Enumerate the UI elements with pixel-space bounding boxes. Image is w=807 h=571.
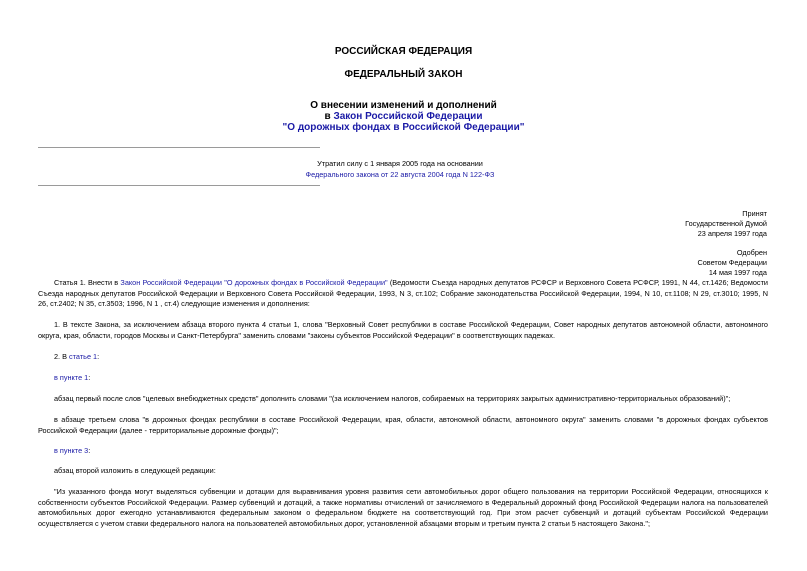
clause-3-paragraph xyxy=(54,446,90,455)
approved-by: Советом Федерации xyxy=(697,258,767,267)
paragraph-second-intro: абзац второй изложить в следующей редакции: xyxy=(54,466,216,475)
adoption-block xyxy=(685,209,767,239)
article-1-law-link[interactable]: Закон Российской Федерации xyxy=(120,278,222,287)
divider-top xyxy=(38,147,320,148)
accepted-by: Государственной Думой xyxy=(685,219,767,228)
clause-1-suffix: : xyxy=(88,373,91,382)
law-title-link[interactable]: "О дорожных фондах в Российской Федерации" xyxy=(282,122,525,133)
approval-block xyxy=(697,248,767,278)
approved-date: 14 мая 1997 года xyxy=(708,268,767,277)
article-1-prefix: Статья 1. Внести в xyxy=(54,278,121,287)
clause-3-suffix: : xyxy=(88,446,91,455)
law-link[interactable]: Закон Российской Федерации xyxy=(333,111,483,122)
article-1-link[interactable]: статье 1 xyxy=(69,352,98,361)
item-2-prefix: 2. В xyxy=(54,352,70,361)
title-prefix: в xyxy=(324,111,334,122)
divider-bottom xyxy=(38,185,320,186)
article-1-paragraph xyxy=(38,278,768,310)
article-1-law-title-link[interactable]: "О дорожных фондах в Российской Федерации" xyxy=(224,278,388,287)
title-line-1: О внесении изменений и дополнений xyxy=(310,100,497,111)
item-2-suffix: : xyxy=(97,352,100,361)
clause-1-link[interactable]: пункте 1 xyxy=(59,373,89,382)
doc-type-heading: ФЕДЕРАЛЬНЫЙ ЗАКОН xyxy=(344,69,463,80)
clause-1-paragraph xyxy=(54,373,90,382)
new-wording-paragraph: "Из указанного фонда могут выделяться субвенции и дотации для выравнивания уровня развития сети автомобильных дорог общего пользования на территории Российской Федерации, относящихся к собственности субъектов Российской Федерации. Размер субвенций и дотаций, а также нормативы отчислений от зачисляемого в Федеральный дорожный фонд Российской Федерации налога на пользователей автомобильных дорог ежегодно устанавливаются федеральным законом о федеральном бюджете на соответствующий год. При этом расчет субвенций и дотаций субъектам Российской Федерации осуществляется с учетом ставки федерального налога на пользователей автомобильных дорог, установленной абзацами вторым и третьим пункта 2 статьи 5 настоящего Закона."; xyxy=(38,487,768,528)
clause-1-prefix[interactable]: в xyxy=(54,373,60,382)
article-1-rest: (Ведомости Съезда народных депутатов РСФСР и Верховного Совета РСФСР, 1991, N 44, ст.1426; Ведомости Съезда народных депутатов Российской Федерации и Верховного Совета Российской Федерации, 1993, N 3, ст.102; Собрание законодательства Российской Федерации, 1994, N 10, ст.1108; N 29, ст.3010; 1995, N 26, ст.2402; N 35, ст.3503; 1996, N 1 , ст.4) следующие изменения и дополнения: xyxy=(38,278,768,308)
country-heading: РОССИЙСКАЯ ФЕДЕРАЦИЯ xyxy=(334,46,473,57)
paragraph-first-amendment: абзац первый после слов "целевых внебюджетных средств" дополнить словами "(за исключением налогов, собираемых на территориях закрытых административно-территориальных образований)"; xyxy=(54,394,731,403)
title-line-2 xyxy=(0,111,807,122)
repeal-law-link[interactable]: Федерального закона от 22 августа 2004 года N 122-ФЗ xyxy=(305,170,495,179)
title-line-3 xyxy=(0,122,807,133)
item-2-paragraph xyxy=(54,352,99,361)
item-1-paragraph: 1. В тексте Закона, за исключением абзаца второго пункта 4 статьи 1, слова "Верховный Совет республики в составе Российской Федерации, Совет народных депутатов автономной области, автономного округа, края, области, городов Москвы и Санкт-Петербурга" заменить словами "законы субъектов Российской Федерации" в соответствующих падежах. xyxy=(38,320,768,340)
accepted-label: Принят xyxy=(742,209,767,218)
approved-label: Одобрен xyxy=(736,248,767,257)
accepted-date: 23 апреля 1997 года xyxy=(697,229,767,238)
status-line: Утратил силу с 1 января 2005 года на основании xyxy=(317,159,483,168)
clause-3-link[interactable]: в пункте 3 xyxy=(54,446,89,455)
paragraph-third-amendment: в абзаце третьем слова "в дорожных фондах республики в составе Российской Федерации, края, области, автономной области, автономного округа" заменить словами "в дорожных фондах субъектов Российской Федерации (далее - территориальные дорожные фонды)"; xyxy=(38,415,768,435)
